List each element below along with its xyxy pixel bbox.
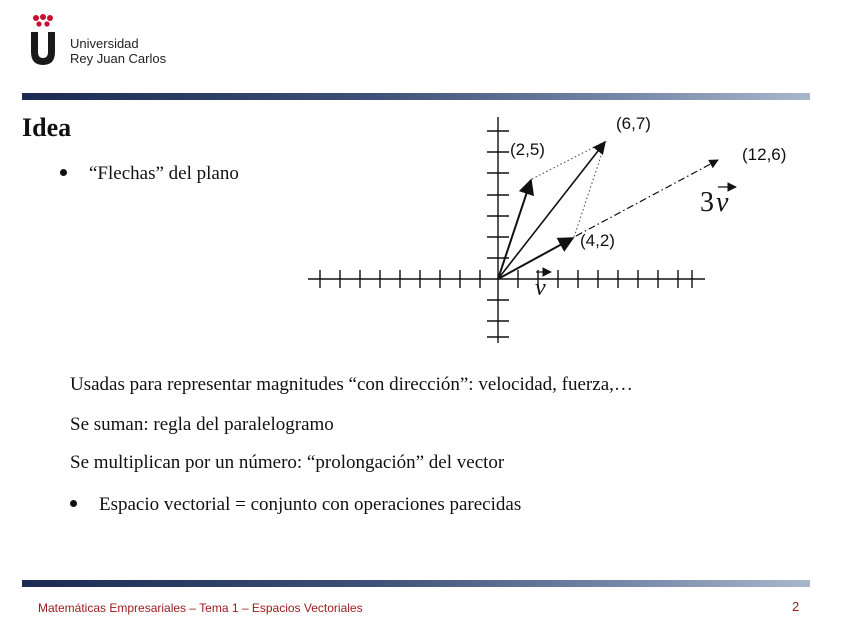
slide-title: Idea: [22, 113, 72, 142]
university-name-line1: Universidad: [70, 36, 139, 51]
bullet-dot-icon: [70, 500, 77, 507]
label-2-5: (2,5): [510, 140, 545, 159]
vector-symbol-3v: [700, 187, 736, 218]
symbol-3v-variable: v: [716, 187, 729, 218]
footer-divider: [22, 580, 810, 587]
vector-arrow-12-6: [576, 160, 718, 236]
university-name: [70, 36, 166, 66]
label-4-2: (4,2): [580, 231, 615, 250]
vector-symbol-v: [535, 272, 551, 301]
bullet-dot-icon: [60, 169, 67, 176]
text-line: Usadas para representar magnitudes “con dirección”: velocidad, fuerza,…: [70, 374, 633, 395]
label-12-6: (12,6): [742, 145, 787, 164]
symbol-v: v: [535, 275, 546, 301]
text-line: Se multiplican por un número: “prolongación” del vector: [70, 452, 505, 473]
page-number: 2: [792, 599, 800, 614]
bullet-text: Espacio vectorial = conjunto con operaciones parecidas: [99, 494, 522, 515]
bullet-text: “Flechas” del plano: [89, 163, 239, 184]
university-name-line2: Rey Juan Carlos: [70, 51, 167, 66]
header-divider: [22, 93, 810, 100]
vector-arrow-6-7: [498, 142, 605, 279]
text-line: Se suman: regla del paralelogramo: [70, 414, 334, 435]
vector-diagram: [300, 105, 820, 350]
footer-course-title: Matemáticas Empresariales – Tema 1 – Espacios Vectoriales: [38, 601, 363, 615]
label-6-7: (6,7): [616, 114, 651, 133]
symbol-3v-coefficient: 3: [700, 187, 714, 218]
university-logo-icon: [26, 14, 60, 66]
bullet-item: [70, 494, 521, 516]
bullet-item: [60, 163, 239, 185]
